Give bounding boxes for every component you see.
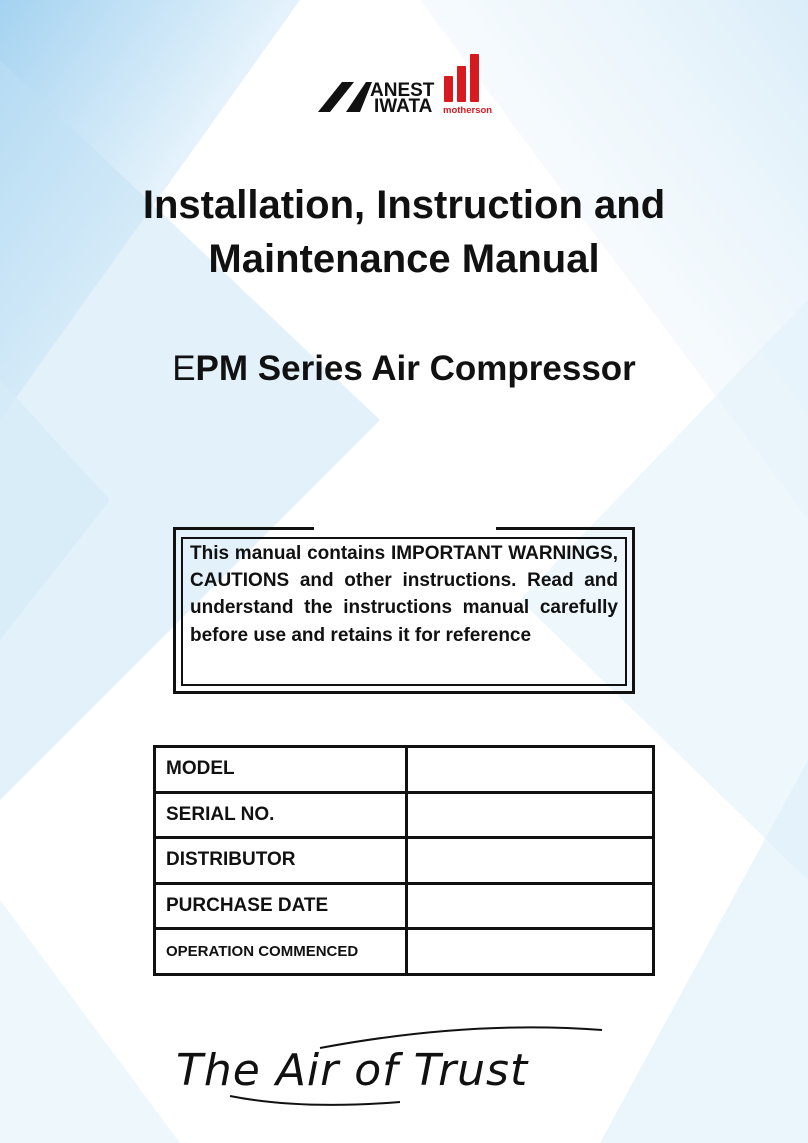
motherson-bars-icon	[444, 54, 479, 102]
row-label: SERIAL NO.	[155, 792, 407, 838]
model-field[interactable]	[407, 747, 654, 793]
brand-logo	[316, 46, 494, 116]
table-row	[155, 792, 654, 838]
title-line-1: Installation, Instruction and	[142, 183, 666, 227]
table-row	[155, 747, 654, 793]
notice-frame-gap	[314, 522, 496, 534]
row-label: DISTRIBUTOR	[155, 838, 407, 884]
title-line-2: Maintenance Manual	[208, 237, 600, 281]
slogan: The Air of Trust	[176, 1045, 529, 1096]
table-row	[155, 838, 654, 884]
brand-line2: IWATA	[374, 96, 433, 116]
product-subtitle	[0, 347, 808, 391]
anest-iwata-mark-icon	[318, 82, 354, 112]
table-row	[155, 883, 654, 929]
partner-name: motherson	[443, 105, 493, 116]
notice-text: This manual contains IMPORTANT WARNINGS, CAUTIONS and other instructions. Read and understand the instructions manual carefully before use and retains it for reference	[190, 543, 618, 646]
row-label: PURCHASE DATE	[155, 883, 407, 929]
row-label: MODEL	[155, 747, 407, 793]
table-row	[155, 929, 654, 975]
operation-commenced-field[interactable]	[407, 929, 654, 975]
subtitle-lead: E	[172, 349, 196, 388]
row-label: OPERATION COMMENCED	[155, 929, 407, 975]
manual-title	[0, 178, 808, 286]
record-table	[153, 745, 655, 976]
subtitle-rest: PM Series Air Compressor	[195, 349, 636, 388]
brand-line1: ANEST	[370, 80, 435, 101]
serial-no-field[interactable]	[407, 792, 654, 838]
purchase-date-field[interactable]	[407, 883, 654, 929]
distributor-field[interactable]	[407, 838, 654, 884]
